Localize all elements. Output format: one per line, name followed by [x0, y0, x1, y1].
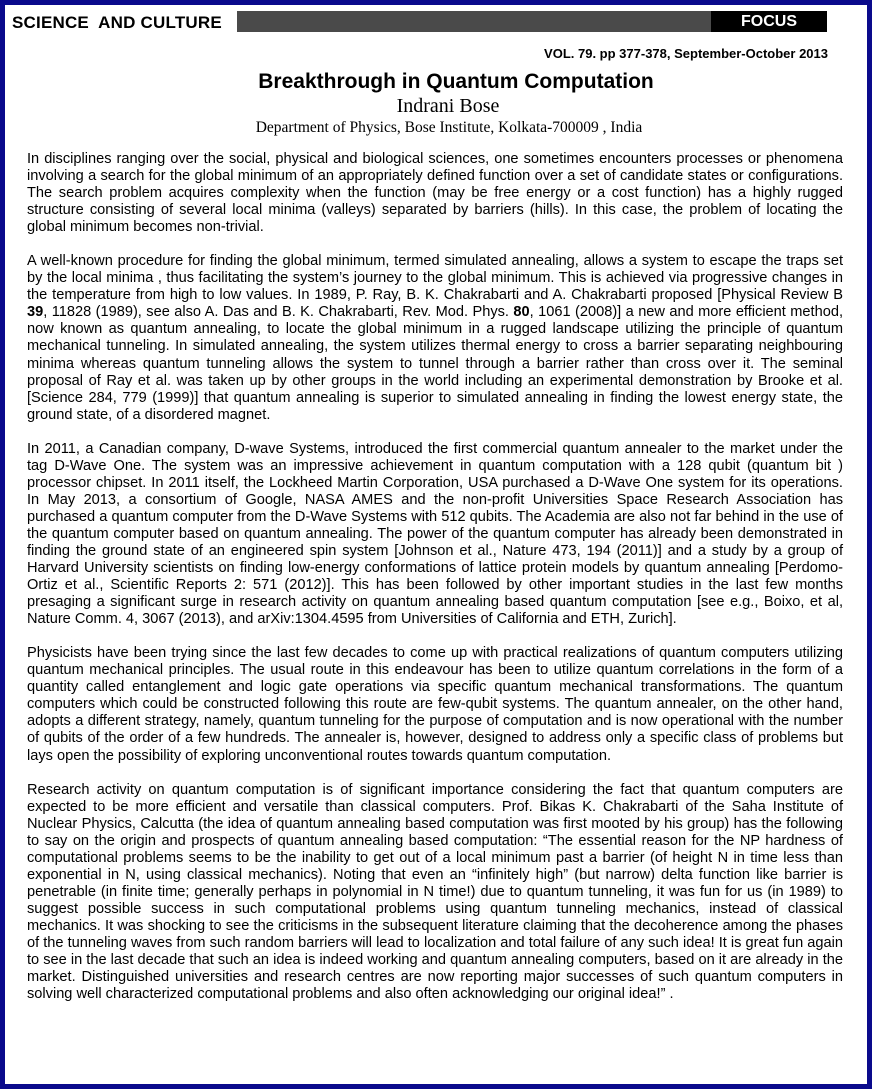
paragraph-2	[27, 253, 843, 423]
journal-name: SCIENCE AND CULTURE	[12, 13, 222, 32]
volume-number-prb: 39	[27, 304, 44, 321]
article-author: Indrani Bose	[396, 95, 500, 117]
paragraph-5: Research activity on quantum computation is of significant importance considering the fact that quantum computers are expected to be more efficient and versatile than classical computers. Prof. Bikas K. Chakrabarti of the Saha Institute of Nuclear Physics, Calcutta (the idea of quantum annealing based computation was first mooted by his group) has the following to say on the origin and prospects of quantum annealing based computation: “The essential reason for the NP hardness of computational problems seems to be the inability to get out of a local minimum past a barrier (of height N in time less than exponential in N, using classical mechanics). Noting that even an “infinitely high” (but narrow) delta function like barrier is penetrable (in finite time; generally perhaps in polynomial in N time!) due to quantum tunneling, it was fun for us (in 1989) to suggest possible success in such computational problems using quantum tunneling mechanics, instead of classical mechanics. It was shocking to see the criticisms in the subsequent literature claiming that the decoherence among the phases of the tunneling waves from such random barriers will lead to localization and total failure of any such idea! It is great fun again to see in the last decade that such an idea is indeed working and quantum annealing computers, based on it are already in the market. Distinguished universities and research centres are now reporting major successes of such quantum computers in solving well characterized computational problems and also often acknowledging our original idea!” .	[27, 781, 843, 1003]
section-label: FOCUS	[711, 11, 827, 32]
paragraph-2-text-e: , 1061 (2008)] a new and more efficient method, now known as quantum annealing, to locate the global minimum in a rugged landscape utilizing the principle of quantum mechanical tunneling. In simulated annealing, the system utilizes thermal energy to cross a barrier separating neighbouring minima whereas quantum tunneling allows the system to tunnel through a barrier rather than cross over it. The seminal proposal of Ray et al. was taken up by other groups in the world including an experimental demonstration by Brooke et al. [Science 284, 779 (1999)] that quantum annealing is superior to simulated annealing in finding the lowest energy state, the ground state, of a disordered magnet.	[27, 304, 843, 423]
article-body	[27, 151, 843, 1020]
author-affiliation: Department of Physics, Bose Institute, Kolkata-700009 , India	[255, 119, 643, 136]
paragraph-1: In disciplines ranging over the social, physical and biological sciences, one sometimes encounters processes or phenomena involving a search for the global minimum of an appropriately defined function over a set of candidate states or configurations. The search problem acquires complexity when the function (may be free energy or a cost function) has a highly rugged structure consisting of several local minima (valleys) separated by barriers (hills). In this case, the problem of locating the global minimum becomes non-trivial.	[27, 151, 843, 236]
volume-info: VOL. 79. pp 377-378, September-October 2013	[544, 46, 828, 61]
volume-number-rmp: 80	[513, 304, 530, 321]
paragraph-2-text-a: A well-known procedure for finding the global minimum, termed simulated annealing, allows a system to escape the traps set by the local minima , thus facilitating the system’s journey to the global minimum. This is achieved via progressive changes in the temperature from high to low values. In 1989, P. Ray, B. K. Chakrabarti and A. Chakrabarti proposed [Physical Review B	[27, 253, 843, 304]
header-bar	[237, 11, 711, 32]
paragraph-4: Physicists have been trying since the last few decades to come up with practical realizations of quantum computers utilizing quantum mechanical principles. The usual route in this endeavour has been to utilize quantum correlations in the form of a quantity called entanglement and logic gate operations via specific quantum mechanical transformations. The quantum computers which could be constructed following this route are few-qubit systems. The quantum annealer, on the other hand, adopts a different strategy, namely, quantum tunneling for the purpose of computation and is now operational with the number of qubits of the order of a few hundreds. The annealer is, however, designed to address only a specific class of problems but lays open the possibility of exploring unconventional routes towards quantum computation.	[27, 645, 843, 764]
paragraph-3: In 2011, a Canadian company, D-wave Systems, introduced the first commercial quantum annealer to the market under the tag D-Wave One. The system was an impressive achievement in quantum computation with a 128 qubit (quantum bit ) processor chipset. In 2011 itself, the Lockheed Martin Corporation, USA purchased a D-Wave One system for its operations. In May 2013, a consortium of Google, NASA AMES and the non-profit Universities Space Research Association has purchased a quantum computer from the D-Wave Systems with 512 qubits. The Academia are also not far behind in the use of the quantum computer based on quantum annealing. The power of the quantum computer has already been demonstrated in finding the ground state of an engineered spin system [Johnson et al., Nature 473, 194 (2011)] and a study by a group of Harvard University scientists on finding low-energy conformations of lattice protein models by quantum annealing [Perdomo-Ortiz et al., Scientific Reports 2: 571 (2012)]. This has been followed by other important studies in the last few months presaging a significant surge in research activity on quantum annealing based quantum computation [see e.g., Boixo, et al, Nature Comm. 4, 3067 (2013), and arXiv:1304.4595 from Universities of California and ETH, Zurich].	[27, 440, 843, 628]
paragraph-2-text-c: , 11828 (1989), see also A. Das and B. K. Chakrabarti, Rev. Mod. Phys.	[43, 304, 514, 321]
article-title: Breakthrough in Quantum Computation	[258, 70, 654, 93]
